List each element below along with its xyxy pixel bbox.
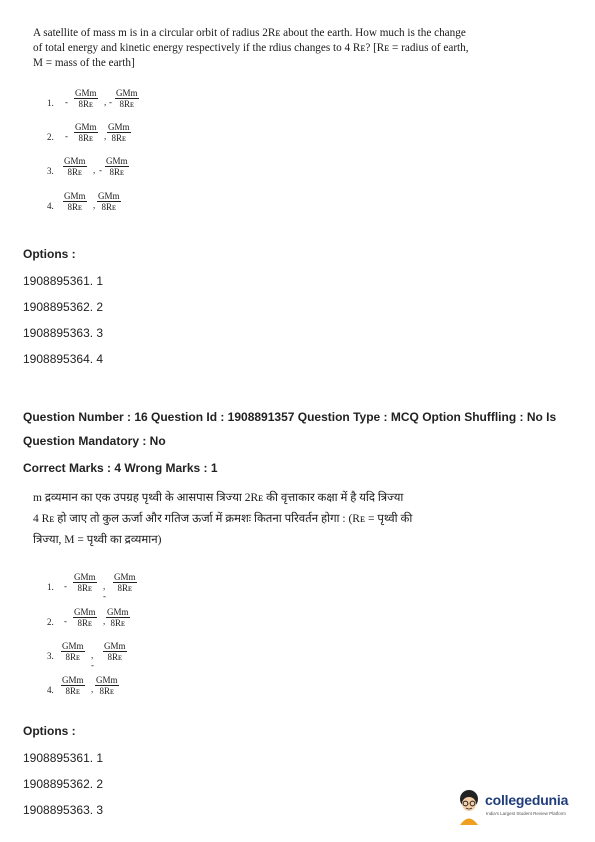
option-id: 1908895364. 4 [23,352,104,366]
student-mascot-icon [455,788,483,826]
numerator: GMm [74,572,96,582]
denominator: 8Rᴇ [111,133,127,143]
denominator: 8Rᴇ [109,167,125,177]
question-line: m द्रव्यमान का एक उपग्रह पृथ्वी के आसपास त्रिज्या 2Rᴇ की वृत्ताकार कक्षा में है यदि त्रिज्या [33,492,404,504]
fraction [97,191,121,212]
option-number: 4. [47,201,54,211]
denominator: 8Rᴇ [78,99,94,109]
question-header: Question Number : 16 Question Id : 1908891357 Question Type : MCQ Option Shuffling : No Is [23,410,557,424]
option-id: 1908895363. 3 [23,326,104,340]
option-number: 4. [47,685,54,695]
option-number: 3. [47,166,54,176]
numerator: GMm [107,607,129,617]
comma: , [93,200,96,210]
fraction [107,122,131,143]
comma: , [93,165,96,175]
numerator: GMm [62,641,84,651]
fraction [105,156,129,177]
numerator: GMm [96,675,118,685]
fraction [74,88,98,109]
question-text-hindi [33,488,453,551]
numerator: GMm [62,675,84,685]
numerator: GMm [64,156,86,166]
question-mandatory: Question Mandatory : No [23,434,166,448]
denominator: 8Rᴇ [110,618,126,628]
option-number: 1. [47,582,54,592]
options-label: Options : [23,247,76,261]
option-number: 1. [47,98,54,108]
denominator: 8Rᴇ [119,99,135,109]
fraction [73,607,97,628]
minus-sign: - [109,97,112,107]
brand-tagline: India's Largest Student Review Platform [486,811,566,816]
fraction [61,675,85,696]
denominator: 8Rᴇ [101,202,117,212]
comma: , [91,684,94,694]
option-id: 1908895361. 1 [23,274,104,288]
question-text-english [33,26,469,72]
fraction [61,641,85,662]
fraction [115,88,139,109]
collegedunia-logo [455,788,585,828]
marks-info: Correct Marks : 4 Wrong Marks : 1 [23,461,218,475]
denominator: 8Rᴇ [65,686,81,696]
minus-sign: - [65,131,68,141]
question-line: M = mass of the earth] [33,57,135,70]
numerator: GMm [74,607,96,617]
brand-name: collegedunia [485,792,569,808]
fraction [103,641,127,662]
fraction [95,675,119,696]
numerator: GMm [64,191,86,201]
comma: , [103,616,106,626]
fraction [73,572,97,593]
comma-minus: , - [103,581,106,601]
option-id: 1908895362. 2 [23,777,104,791]
option-number: 3. [47,651,54,661]
numerator: GMm [98,191,120,201]
numerator: GMm [75,88,97,98]
denominator: 8Rᴇ [65,652,81,662]
question-line: त्रिज्या, M = पृथ्वी का द्रव्यमान) [33,534,162,546]
options-label: Options : [23,724,76,738]
numerator: GMm [114,572,136,582]
fraction [63,191,87,212]
numerator: GMm [75,122,97,132]
fraction [74,122,98,143]
comma-minus: , - [91,650,94,670]
comma-minus: , [104,97,107,107]
minus-sign: - [99,165,102,175]
option-number: 2. [47,132,54,142]
option-number: 2. [47,617,54,627]
fraction [106,607,130,628]
fraction [63,156,87,177]
denominator: 8Rᴇ [99,686,115,696]
numerator: GMm [106,156,128,166]
numerator: GMm [108,122,130,132]
fraction [113,572,137,593]
question-line: 4 Rᴇ हो जाए तो कुल ऊर्जा और गतिज ऊर्जा में क्रमशः कितना परिवर्तन होगा : (Rᴇ = पृथ्वी की [33,513,413,525]
option-id: 1908895362. 2 [23,300,104,314]
comma: , [104,131,107,141]
numerator: GMm [104,641,126,651]
question-line: A satellite of mass m is in a circular orbit of radius 2Rᴇ about the earth. How much is the change [33,27,466,39]
minus-sign: - [65,97,68,107]
numerator: GMm [116,88,138,98]
question-line: of total energy and kinetic energy respectively if the rdius changes to 4 Rᴇ? [Rᴇ = radius of earth, [33,42,469,55]
denominator: 8Rᴇ [77,583,93,593]
minus-sign: - [64,616,67,626]
denominator: 8Rᴇ [117,583,133,593]
minus-sign: - [64,581,67,591]
denominator: 8Rᴇ [107,652,123,662]
denominator: 8Rᴇ [67,202,83,212]
denominator: 8Rᴇ [77,618,93,628]
option-id: 1908895363. 3 [23,803,104,817]
denominator: 8Rᴇ [67,167,83,177]
denominator: 8Rᴇ [78,133,94,143]
option-id: 1908895361. 1 [23,751,104,765]
